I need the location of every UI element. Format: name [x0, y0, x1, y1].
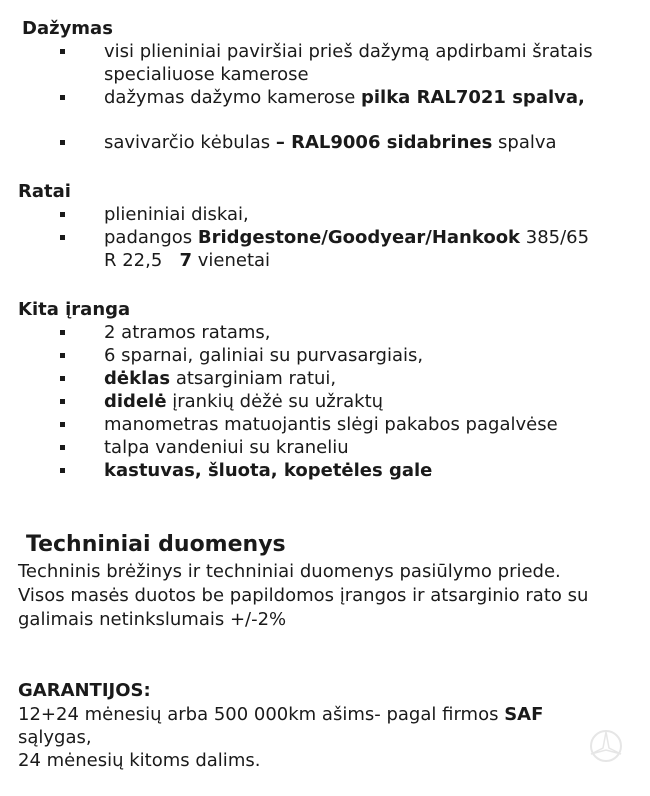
section-heading-kita-iranga: Kita įranga — [18, 299, 131, 320]
item-text: vienetai — [192, 250, 271, 271]
list-item — [0, 344, 558, 367]
item-text: manometras matuojantis slėgi pakabos pagalvėse — [104, 414, 558, 435]
warranty-brand: SAF — [504, 704, 544, 725]
bullet-icon — [60, 49, 65, 54]
bold-text: 7 — [179, 250, 193, 271]
bold-text: didelė — [104, 391, 167, 412]
item-text: plieniniai diskai, — [104, 204, 249, 225]
bullet-icon — [60, 399, 65, 404]
warranty-line-1-text: 12+24 mėnesių arba 500 000km ašims- pagal firmos — [18, 704, 505, 725]
list-item — [0, 436, 558, 459]
list-item — [0, 226, 589, 272]
bullet-icon — [60, 95, 65, 100]
item-text: spalva — [492, 132, 557, 153]
item-text: 2 atramos ratams, — [104, 322, 271, 343]
bullet-icon — [60, 468, 65, 473]
bold-text: dėklas — [104, 368, 171, 389]
item-text: 6 sparnai, galiniai su purvasargiais, — [104, 345, 424, 366]
list-ratai — [0, 203, 589, 272]
list-dazymas — [0, 40, 593, 154]
list-item — [0, 413, 558, 436]
bold-text: kastuvas, šluota, kopetėles gale — [104, 460, 433, 481]
bullet-icon — [60, 353, 65, 358]
section-heading-garantijos: GARANTIJOS: — [18, 680, 151, 701]
list-item — [0, 203, 589, 226]
item-text: savivarčio kėbulas — [104, 132, 276, 153]
item-text: visi plieniniai paviršiai prieš dažymą apdirbami šratais specialiuose kamerose — [104, 41, 593, 85]
item-text: įrankių dėžė su užraktų — [166, 391, 384, 412]
section-heading-dazymas: Dažymas — [22, 18, 113, 39]
tech-text-line-2: Visos masės duotos be papildomos įrangos ir atsarginio rato su — [18, 585, 589, 606]
bold-text: – RAL9006 sidabrines — [275, 132, 493, 153]
tech-section-title: Techniniai duomenys — [26, 532, 286, 557]
bullet-icon — [60, 212, 65, 217]
tech-text-line-1: Techninis brėžinys ir techniniai duomenys pasiūlymo priede. — [18, 561, 561, 582]
item-text: atsarginiam ratui, — [170, 368, 337, 389]
item-text: 385/65 R 22,5 — [104, 227, 590, 271]
watermark-star-logo — [588, 728, 624, 764]
list-kita-iranga — [0, 321, 558, 482]
section-heading-ratai: Ratai — [18, 181, 71, 202]
bullet-icon — [60, 140, 65, 145]
bold-text: pilka RAL7021 spalva, — [360, 87, 585, 108]
item-text: padangos — [104, 227, 198, 248]
warranty-line-3: 24 mėnesių kitoms dalims. — [18, 750, 261, 771]
list-item — [0, 367, 558, 390]
list-item — [0, 86, 593, 109]
bullet-icon — [60, 422, 65, 427]
tech-text-line-3: galimais netinkslumais +/-2% — [18, 609, 287, 630]
bullet-icon — [60, 376, 65, 381]
bullet-icon — [60, 445, 65, 450]
list-item — [0, 321, 558, 344]
item-text: dažymas dažymo kamerose — [104, 87, 361, 108]
item-text: talpa vandeniui su kraneliu — [104, 437, 349, 458]
list-item — [0, 390, 558, 413]
list-item — [0, 40, 593, 86]
warranty-line-1 — [18, 703, 543, 726]
warranty-line-2: sąlygas, — [18, 727, 92, 748]
bold-text: Bridgestone/Goodyear/Hankook — [197, 227, 521, 248]
list-item — [0, 459, 558, 482]
list-item — [0, 131, 593, 154]
bullet-icon — [60, 235, 65, 240]
bullet-icon — [60, 330, 65, 335]
